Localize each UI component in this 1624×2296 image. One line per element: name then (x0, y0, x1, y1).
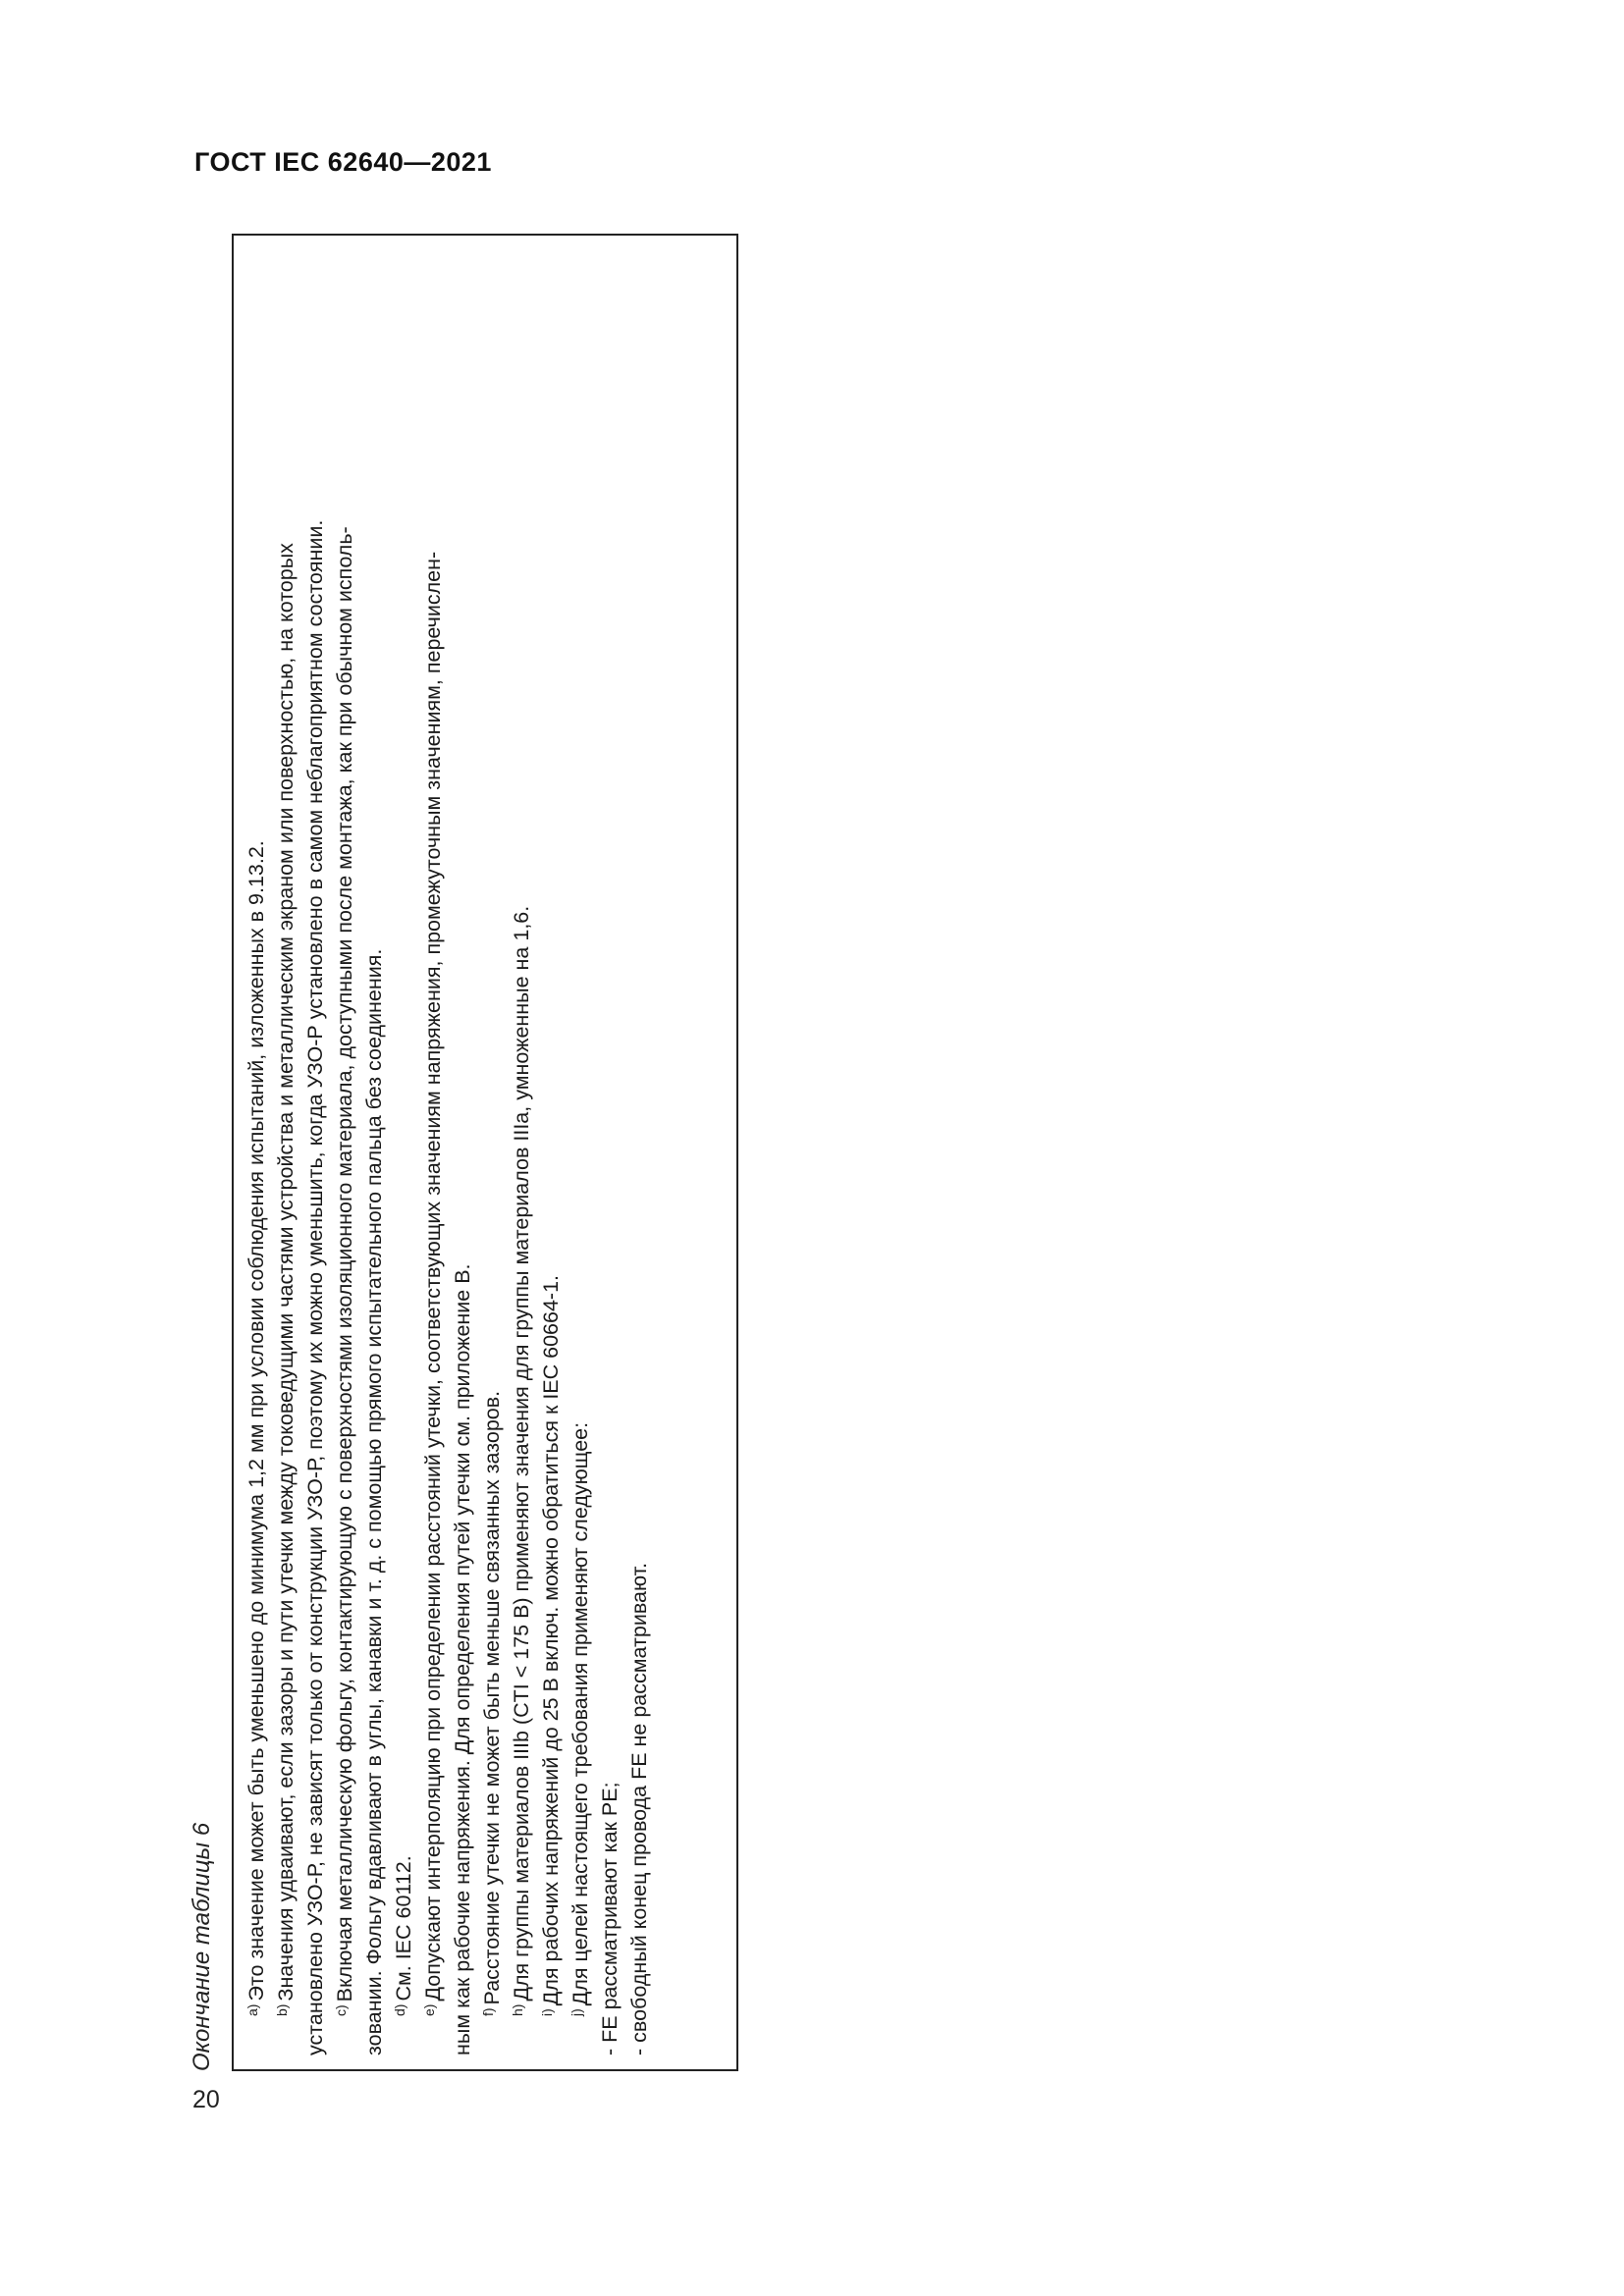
note-c-continuation (359, 249, 389, 2056)
note-text: Для целей настоящего требования применяют следующее: (568, 1421, 592, 2006)
note-text: Это значение может быть уменьшено до минимума 1,2 мм при условии соблюдения испытаний, изложенных в 9.13.2. (244, 840, 268, 2002)
note-b-continuation (300, 249, 330, 2056)
note-c (330, 249, 359, 2056)
note-text: Включая металлическую фольгу, контактирующую с поверхностями изоляционного материала, доступными после монтажа, как при обычном исполь- (333, 526, 356, 2002)
note-j-item-1 (595, 249, 624, 2056)
note-mark: f) (480, 2007, 496, 2016)
note-mark: j) (568, 2008, 584, 2016)
note-i (536, 249, 566, 2056)
note-b (271, 249, 300, 2056)
note-text: зовании. Фольгу вдавливают в углы, канавки и т. д. с помощью прямого испытательного пальца без соединения. (362, 948, 386, 2056)
table-notes-box (232, 234, 738, 2071)
note-mark: i) (539, 2008, 555, 2016)
note-text: - свободный конец провода FE не рассматривают. (627, 1562, 651, 2056)
note-d (389, 249, 418, 2056)
note-mark: h) (510, 2003, 525, 2016)
note-f (477, 249, 507, 2056)
note-text: См. IEC 60112. (392, 1855, 415, 2002)
note-mark: b) (274, 2003, 290, 2016)
note-mark: d) (392, 2003, 407, 2016)
note-text: ным как рабочие напряжения. Для определения путей утечки см. приложение В. (451, 1263, 474, 2056)
note-h (507, 249, 536, 2056)
note-text: - FE рассматривают как PE; (598, 1782, 622, 2056)
rotated-table-region (189, 226, 744, 2071)
note-a (242, 249, 271, 2056)
note-j-item-2 (624, 249, 654, 2056)
note-j (566, 249, 595, 2056)
note-text: установлено УЗО-Р, не зависят только от конструкции УЗО-Р, поэтому их можно уменьшить, когда УЗО-Р установлено в самом неблагоприятном состоянии. (303, 519, 327, 2056)
note-text: Для рабочих напряжений до 25 В включ. можно обратиться к IEC 60664-1. (539, 1274, 563, 2006)
document-header-title: ГОСТ IEC 62640—2021 (194, 147, 492, 177)
page-number: 20 (192, 2086, 220, 2113)
note-mark: c) (333, 2004, 349, 2016)
note-mark: e) (421, 2003, 437, 2016)
note-text: Для группы материалов IIIb (CTI < 175 В) применяют значения для группы материалов IIIa, умноженные на 1,6. (510, 905, 533, 2002)
note-text: Допускают интерполяцию при определении расстояний утечки, соответствующих значениям напряжения, промежуточным значениям, перечислен- (421, 551, 445, 2002)
table-caption: Окончание таблицы 6 (189, 1822, 215, 2071)
note-e-continuation (448, 249, 477, 2056)
note-mark: a) (244, 2003, 260, 2016)
note-text: Расстояние утечки не может быть меньше связанных зазоров. (480, 1390, 504, 2005)
note-text: Значения удваивают, если зазоры и пути утечки между токоведущими частями устройства и металлическим экраном или поверхностью, на которых (274, 543, 298, 2002)
note-e (418, 249, 448, 2056)
